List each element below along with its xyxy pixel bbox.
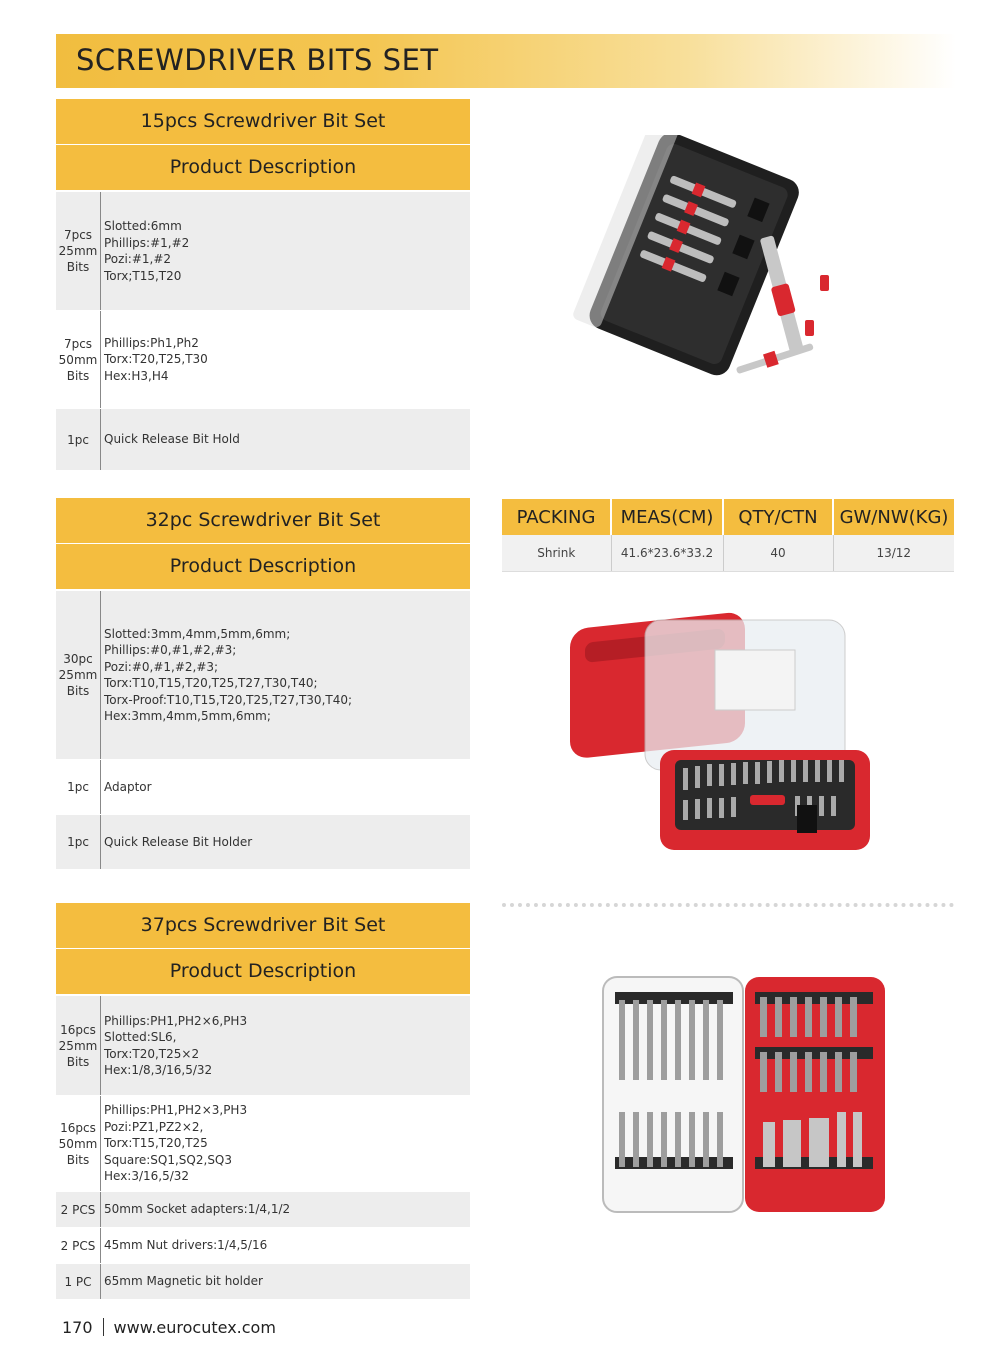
product-image-15pcs bbox=[560, 135, 860, 405]
desc-cell: Slotted:6mm Phillips:#1,#2 Pozi:#1,#2 Torx;T15,T20 bbox=[104, 219, 190, 283]
qty-cell: 2 PCS bbox=[56, 1228, 101, 1263]
table-row bbox=[56, 1191, 470, 1227]
table-row bbox=[56, 191, 470, 310]
product-image-32pc bbox=[565, 600, 895, 880]
set-title: 37pcs Screwdriver Bit Set bbox=[56, 903, 470, 949]
table-row bbox=[56, 759, 470, 814]
desc-cell: Phillips:PH1,PH2×3,PH3 Pozi:PZ1,PZ2×2, Torx:T15,T20,T25 Square:SQ1,SQ2,SQ3 Hex:3/16,5/32 bbox=[104, 1103, 248, 1184]
table-row bbox=[56, 814, 470, 869]
footer bbox=[62, 1318, 276, 1337]
set-37pcs bbox=[56, 903, 470, 1299]
desc-cell: Phillips:Ph1,Ph2 Torx:T20,T25,T30 Hex:H3,H4 bbox=[104, 335, 208, 383]
page-title: SCREWDRIVER BITS SET bbox=[76, 43, 439, 77]
weight-value: 13/12 bbox=[833, 535, 954, 572]
qty-cell: 16pcs 25mm Bits bbox=[56, 996, 101, 1095]
table-row bbox=[56, 995, 470, 1095]
set-15pcs bbox=[56, 99, 470, 470]
table-row bbox=[56, 310, 470, 408]
product-image-37pcs bbox=[595, 972, 895, 1217]
footer-separator bbox=[103, 1318, 104, 1336]
desc-cell: Phillips:PH1,PH2×6,PH3 Slotted:SL6, Torx:T20,T25×2 Hex:1/8,3/16,5/32 bbox=[104, 1013, 248, 1077]
meas-value: 41.6*23.6*33.2 bbox=[611, 535, 723, 572]
desc-cell: Quick Release Bit Hold bbox=[104, 432, 240, 447]
meas-header: MEAS(CM) bbox=[611, 499, 723, 535]
desc-cell: Slotted:3mm,4mm,5mm,6mm; Phillips:#0,#1,#2,#3; Pozi:#0,#1,#2,#3; Torx:T10,T15,T20,T25,T27,T30,T40; Torx-Proof:T10,T15,T20,T25,T27,T30,T40; Hex:3mm,4mm,5mm,6mm; bbox=[104, 626, 353, 723]
set-32pc bbox=[56, 498, 470, 869]
desc-cell: 45mm Nut drivers:1/4,5/16 bbox=[104, 1238, 268, 1253]
packing-header: PACKING bbox=[502, 499, 611, 535]
weight-header: GW/NW(KG) bbox=[833, 499, 954, 535]
desc-cell: 50mm Socket adapters:1/4,1/2 bbox=[104, 1202, 291, 1217]
set-title: 32pc Screwdriver Bit Set bbox=[56, 498, 470, 544]
table-row bbox=[56, 1227, 470, 1263]
packing-table bbox=[502, 499, 954, 572]
title-band bbox=[56, 34, 956, 88]
qty-cell: 16pcs 50mm Bits bbox=[56, 1096, 101, 1191]
qty-cell: 1pc bbox=[56, 409, 101, 470]
qty-header: QTY/CTN bbox=[723, 499, 833, 535]
desc-cell: Adaptor bbox=[104, 779, 152, 794]
table-row bbox=[56, 1263, 470, 1299]
qty-cell: 7pcs 25mm Bits bbox=[56, 192, 101, 310]
qty-cell: 2 PCS bbox=[56, 1192, 101, 1227]
page-number: 170 bbox=[62, 1318, 93, 1337]
section-label: Product Description bbox=[56, 145, 470, 191]
desc-cell: Quick Release Bit Holder bbox=[104, 834, 253, 849]
desc-cell: 65mm Magnetic bit holder bbox=[104, 1274, 263, 1289]
qty-value: 40 bbox=[723, 535, 833, 572]
table-row bbox=[56, 590, 470, 759]
set-title: 15pcs Screwdriver Bit Set bbox=[56, 99, 470, 145]
qty-cell: 7pcs 50mm Bits bbox=[56, 311, 101, 408]
qty-cell: 1pc bbox=[56, 760, 101, 814]
packing-value: Shrink bbox=[502, 535, 611, 572]
table-row bbox=[56, 1095, 470, 1191]
section-label: Product Description bbox=[56, 544, 470, 590]
section-label: Product Description bbox=[56, 949, 470, 995]
dotted-divider bbox=[502, 903, 954, 907]
qty-cell: 1pc bbox=[56, 815, 101, 869]
qty-cell: 30pc 25mm Bits bbox=[56, 591, 101, 759]
website-link[interactable]: www.eurocutex.com bbox=[113, 1318, 276, 1337]
qty-cell: 1 PC bbox=[56, 1264, 101, 1299]
table-row bbox=[56, 408, 470, 470]
